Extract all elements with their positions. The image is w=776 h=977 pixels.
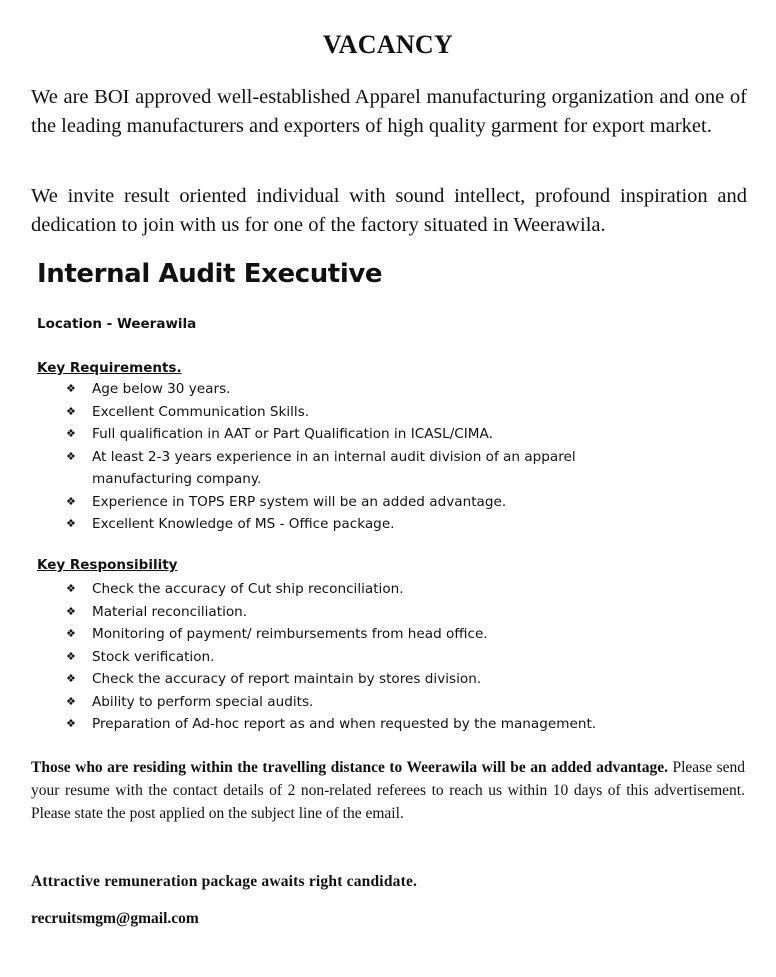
list-item: ❖ Experience in TOPS ERP system will be an added advantage.	[66, 491, 636, 514]
list-item: ❖ Preparation of Ad-hoc report as and when requested by the management.	[66, 713, 686, 736]
list-item: ❖ Full qualification in AAT or Part Qualification in ICASL/CIMA.	[66, 423, 636, 446]
diamond-bullet-icon: ❖	[66, 494, 76, 508]
list-item: ❖ Check the accuracy of report maintain by stores division.	[66, 668, 686, 691]
responsibilities-list	[66, 578, 686, 736]
diamond-bullet-icon: ❖	[66, 404, 76, 418]
requirements-heading: Key Requirements.	[37, 360, 182, 376]
list-item: ❖ Excellent Communication Skills.	[66, 401, 636, 424]
remuneration-note: Attractive remuneration package awaits right candidate.	[31, 873, 418, 890]
requirements-list	[66, 378, 636, 536]
job-title: Internal Audit Executive	[37, 259, 383, 289]
list-item: ❖ Monitoring of payment/ reimbursements from head office.	[66, 623, 686, 646]
list-item: ❖ At least 2-3 years experience in an internal audit division of an apparel manufacturing company.	[66, 446, 636, 491]
application-instructions	[31, 756, 745, 825]
diamond-bullet-icon: ❖	[66, 517, 76, 530]
diamond-bullet-icon: ❖	[66, 694, 76, 708]
list-item: ❖ Check the accuracy of Cut ship reconciliation.	[66, 578, 686, 601]
list-item: ❖ Excellent Knowledge of MS - Office package.	[66, 513, 636, 536]
intro-paragraph-company: We are BOI approved well-established Apparel manufacturing organization and one of the leading manufacturers and exporters of high quality garment for export market.	[31, 86, 747, 137]
diamond-bullet-icon: ❖	[66, 382, 76, 395]
contact-email[interactable]: recruitsmgm@gmail.com	[31, 910, 199, 927]
list-item: ❖ Stock verification.	[66, 646, 686, 669]
page-title: VACANCY	[322, 30, 454, 59]
diamond-bullet-icon: ❖	[66, 582, 76, 595]
responsibilities-heading: Key Responsibility	[37, 557, 178, 573]
diamond-bullet-icon: ❖	[66, 449, 76, 463]
instructions-text: Please send your resume with the contact details of 2 non-related referees to reach us within 10 days of this advertisement. Please state the post applied on the subject line of the email.	[31, 759, 745, 822]
job-location: Location - Weerawila	[37, 316, 197, 332]
diamond-bullet-icon: ❖	[66, 717, 76, 730]
list-item: ❖ Age below 30 years.	[66, 378, 636, 401]
diamond-bullet-icon: ❖	[66, 672, 76, 685]
diamond-bullet-icon: ❖	[66, 627, 76, 640]
intro-paragraph-invitation: We invite result oriented individual with sound intellect, profound inspiration and dedication to join with us for one of the factory situated in Weerawila.	[31, 185, 747, 236]
preference-note: Those who are residing within the travelling distance to Weerawila will be an added advantage.	[31, 759, 668, 776]
diamond-bullet-icon: ❖	[66, 427, 76, 440]
list-item: ❖ Material reconciliation.	[66, 601, 686, 624]
diamond-bullet-icon: ❖	[66, 649, 76, 663]
list-item: ❖ Ability to perform special audits.	[66, 691, 686, 714]
diamond-bullet-icon: ❖	[66, 604, 76, 618]
